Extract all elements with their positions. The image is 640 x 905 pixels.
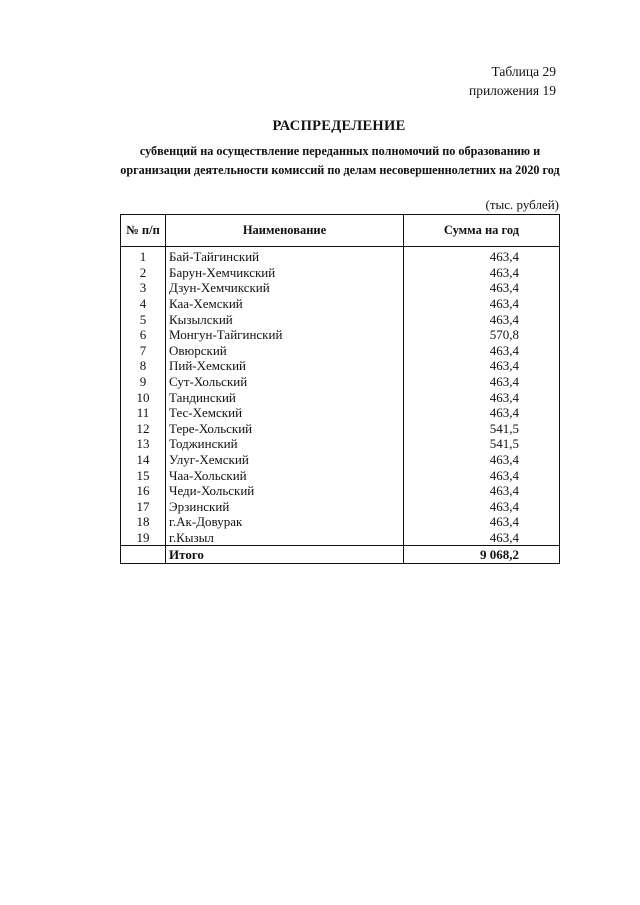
subtitle-line-2: организации деятельности комиссий по делам несовершеннолетних на 2020 год — [120, 163, 560, 177]
row-sum: 463,4 — [404, 467, 560, 483]
total-row — [121, 546, 560, 564]
row-name: Чаа-Хольский — [166, 467, 404, 483]
row-name: Тоджинский — [166, 436, 404, 452]
column-header-number: № п/п — [121, 215, 166, 247]
table-reference — [469, 62, 556, 100]
row-number: 11 — [121, 405, 166, 421]
table-row — [121, 296, 560, 312]
row-number: 1 — [121, 247, 166, 265]
row-name: Кызылский — [166, 311, 404, 327]
table-row — [121, 358, 560, 374]
row-number: 2 — [121, 265, 166, 281]
row-sum: 463,4 — [404, 499, 560, 515]
row-number: 15 — [121, 467, 166, 483]
table-row — [121, 483, 560, 499]
row-number: 7 — [121, 343, 166, 359]
row-number: 16 — [121, 483, 166, 499]
row-name: Тес-Хемский — [166, 405, 404, 421]
row-name: Улуг-Хемский — [166, 452, 404, 468]
total-number-cell — [121, 546, 166, 564]
table-row — [121, 343, 560, 359]
table-row — [121, 467, 560, 483]
row-sum: 570,8 — [404, 327, 560, 343]
row-sum: 541,5 — [404, 421, 560, 437]
document-title: РАСПРЕДЕЛЕНИЕ — [272, 118, 406, 134]
subtitle-line-1: субвенций на осуществление переданных полномочий по образованию и — [139, 144, 541, 158]
row-name: Сут-Хольский — [166, 374, 404, 390]
row-name: Овюрский — [166, 343, 404, 359]
row-name: Бай-Тайгинский — [166, 247, 404, 265]
row-sum: 463,4 — [404, 265, 560, 281]
row-number: 14 — [121, 452, 166, 468]
row-sum: 463,4 — [404, 389, 560, 405]
row-sum: 463,4 — [404, 311, 560, 327]
row-sum: 463,4 — [404, 358, 560, 374]
row-number: 4 — [121, 296, 166, 312]
row-number: 19 — [121, 530, 166, 546]
table-row — [121, 499, 560, 515]
row-name: г.Ак-Довурак — [166, 514, 404, 530]
row-number: 17 — [121, 499, 166, 515]
row-number: 13 — [121, 436, 166, 452]
row-sum: 463,4 — [404, 296, 560, 312]
column-header-sum: Сумма на год — [404, 215, 560, 247]
table-row — [121, 436, 560, 452]
row-number: 8 — [121, 358, 166, 374]
table-row — [121, 389, 560, 405]
row-name: Эрзинский — [166, 499, 404, 515]
table-row — [121, 405, 560, 421]
table-row — [121, 265, 560, 281]
table-row — [121, 452, 560, 468]
row-sum: 541,5 — [404, 436, 560, 452]
row-sum: 463,4 — [404, 483, 560, 499]
row-name: г.Кызыл — [166, 530, 404, 546]
row-sum: 463,4 — [404, 247, 560, 265]
table-header-row — [121, 215, 560, 247]
row-sum: 463,4 — [404, 452, 560, 468]
row-number: 12 — [121, 421, 166, 437]
row-sum: 463,4 — [404, 343, 560, 359]
row-number: 3 — [121, 280, 166, 296]
row-sum: 463,4 — [404, 514, 560, 530]
row-sum: 463,4 — [404, 280, 560, 296]
row-name: Барун-Хемчикский — [166, 265, 404, 281]
row-sum: 463,4 — [404, 405, 560, 421]
row-name: Чеди-Хольский — [166, 483, 404, 499]
appendix-number: приложения 19 — [468, 83, 556, 98]
table-row — [121, 247, 560, 265]
table-number: Таблица 29 — [491, 64, 556, 79]
row-number: 9 — [121, 374, 166, 390]
row-number: 18 — [121, 514, 166, 530]
table-row — [121, 327, 560, 343]
row-sum: 463,4 — [404, 374, 560, 390]
table-row — [121, 311, 560, 327]
row-sum: 463,4 — [404, 530, 560, 546]
total-label: Итого — [166, 546, 404, 564]
total-sum: 9 068,2 — [404, 546, 560, 564]
column-header-name: Наименование — [166, 215, 404, 247]
row-number: 10 — [121, 389, 166, 405]
unit-label: (тыс. рублей) — [485, 197, 559, 212]
table-row — [121, 514, 560, 530]
table-row — [121, 374, 560, 390]
row-name: Пий-Хемский — [166, 358, 404, 374]
document-subtitle — [60, 142, 620, 180]
row-number: 6 — [121, 327, 166, 343]
table-row — [121, 280, 560, 296]
row-name: Тере-Хольский — [166, 421, 404, 437]
distribution-table — [120, 214, 560, 564]
row-number: 5 — [121, 311, 166, 327]
table-row — [121, 421, 560, 437]
table-row — [121, 530, 560, 546]
row-name: Тандинский — [166, 389, 404, 405]
row-name: Монгун-Тайгинский — [166, 327, 404, 343]
row-name: Каа-Хемский — [166, 296, 404, 312]
row-name: Дзун-Хемчикский — [166, 280, 404, 296]
